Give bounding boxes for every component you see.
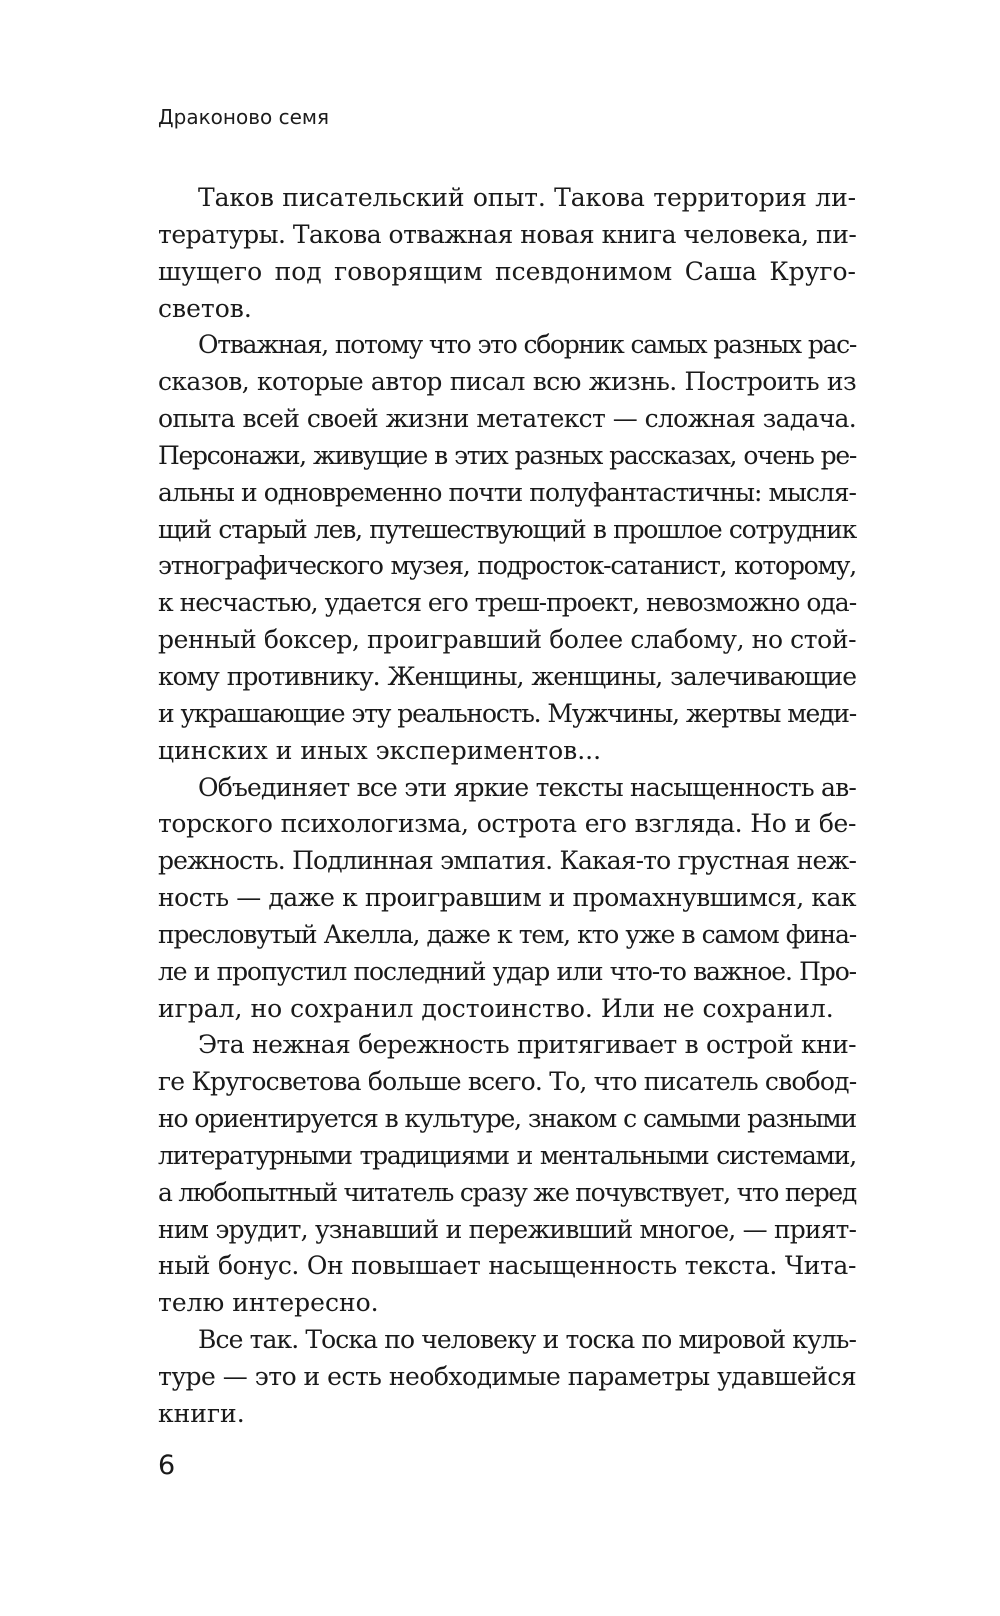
text-line: режность. Подлинная эмпатия. Какая-то грустная неж- xyxy=(158,846,856,876)
body-text xyxy=(158,180,856,1433)
text-line: играл, но сохранил достоинство. Или не сохранил. xyxy=(158,993,834,1023)
text-line: Отважная, потому что это сборник самых разных рас- xyxy=(198,330,856,360)
text-line: книги. xyxy=(158,1398,245,1428)
text-line: альны и одновременно почти полуфантастичны: мысля- xyxy=(158,477,856,507)
text-line: сказов, которые автор писал всю жизнь. Построить из xyxy=(158,367,856,397)
text-line: щий старый лев, путешествующий в прошлое сотрудник xyxy=(158,514,856,544)
page-number: 6 xyxy=(158,1450,176,1481)
text-line: ренный боксер, проигравший более слабому, но стой- xyxy=(158,625,857,655)
text-line: тературы. Такова отважная новая книга человека, пи- xyxy=(158,219,857,249)
text-line: светов. xyxy=(158,293,252,323)
text-line: цинских и иных экспериментов... xyxy=(158,735,602,765)
text-line: ге Кругосветова больше всего. То, что писатель свобод- xyxy=(158,1067,857,1097)
text-line: и украшающие эту реальность. Мужчины, жертвы меди- xyxy=(158,698,856,728)
text-line: к несчастью, удается его треш-проект, невозможно ода- xyxy=(158,588,857,618)
text-line: пресловутый Акелла, даже к тем, кто уже в самом фина- xyxy=(158,919,856,949)
text-line: ность — даже к проигравшим и промахнувшимся, как xyxy=(158,883,856,913)
text-line: кому противнику. Женщины, женщины, залечивающие xyxy=(158,661,856,691)
text-line: ним эрудит, узнавший и переживший многое, — прият- xyxy=(158,1214,856,1244)
text-line: ный бонус. Он повышает насыщенность текста. Чита- xyxy=(158,1251,856,1281)
text-line: торского психологизма, острота его взгляда. Но и бе- xyxy=(158,809,856,839)
text-line: Эта нежная бережность притягивает в острой кни- xyxy=(198,1030,856,1060)
text-line: но ориентируется в культуре, знаком с самыми разными xyxy=(158,1104,856,1134)
text-line: этнографического музея, подросток-сатанист, которому, xyxy=(158,551,856,581)
text-line: Таков писательский опыт. Такова территория ли- xyxy=(198,183,856,212)
text-line: ле и пропустил последний удар или что-то важное. Про- xyxy=(158,956,856,986)
text-line: Объединяет все эти яркие тексты насыщенность ав- xyxy=(198,772,856,802)
text-line: Персонажи, живущие в этих разных рассказах, очень ре- xyxy=(158,440,856,470)
text-line: а любопытный читатель сразу же почувствует, что перед xyxy=(158,1177,856,1207)
running-head: Драконово семя xyxy=(158,105,330,129)
text-line: телю интересно. xyxy=(158,1288,379,1318)
text-line: опыта всей своей жизни метатекст — сложная задача. xyxy=(158,404,856,434)
text-line: литературными традициями и ментальными системами, xyxy=(158,1140,856,1170)
text-line: туре — это и есть необходимые параметры удавшейся xyxy=(158,1362,857,1391)
text-line: шущего под говорящим псевдонимом Саша Круго- xyxy=(158,256,856,286)
text-line: Все так. Тоска по человеку и тоска по мировой куль- xyxy=(198,1325,856,1355)
